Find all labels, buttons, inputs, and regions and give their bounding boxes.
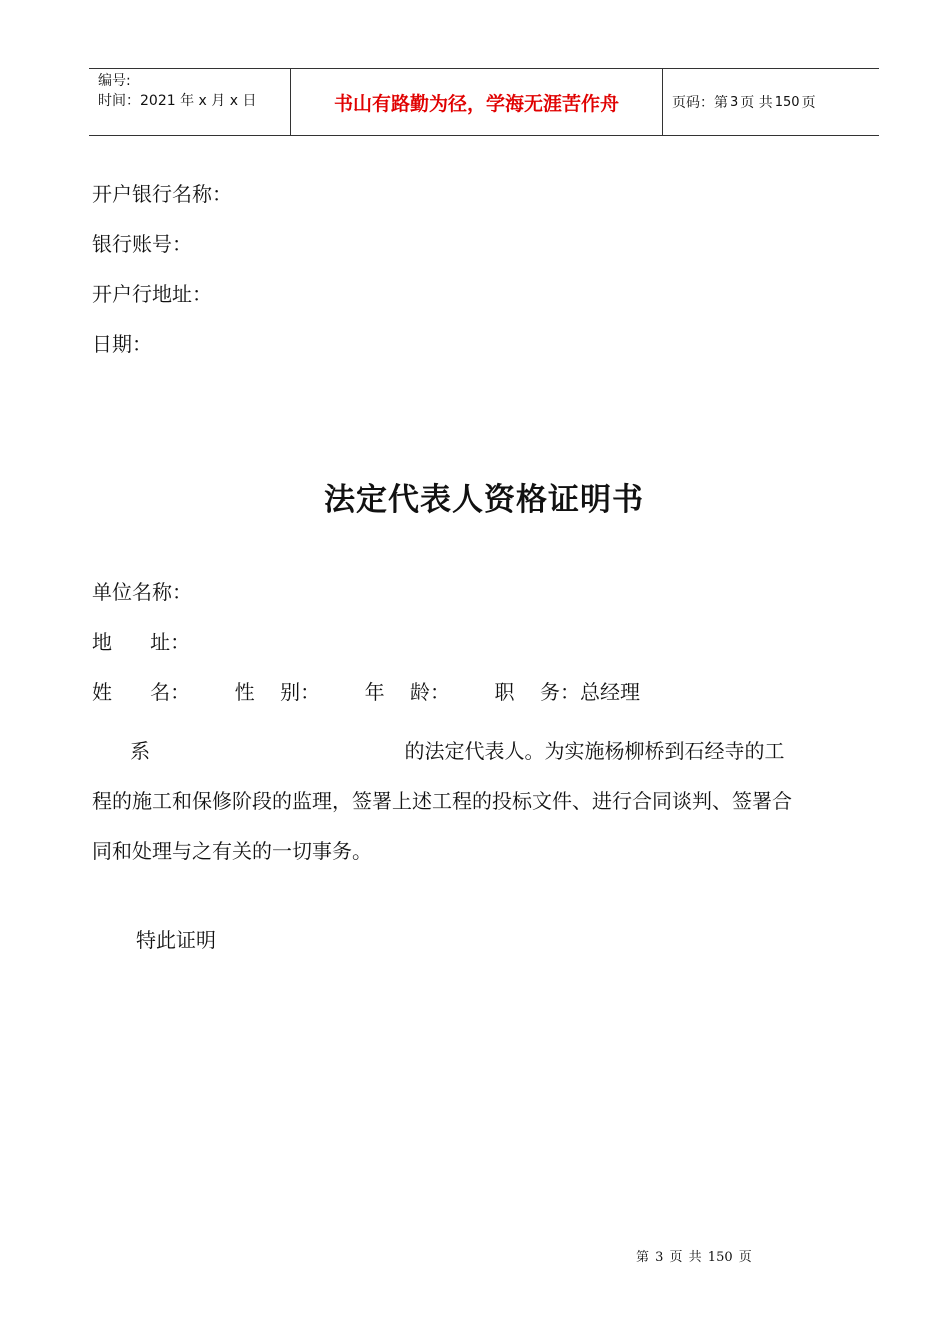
paragraph-line-1: 系 的法定代表人。为实施杨柳桥到石经寺的工: [92, 739, 785, 763]
bank-name-field: 开户银行名称：: [92, 182, 232, 206]
page-prefix: 页码：第: [672, 95, 728, 111]
page-header: [89, 68, 879, 136]
bank-address-field: 开户行地址：: [92, 282, 212, 306]
paragraph-line-3: 同和处理与之有关的一切事务。: [92, 839, 372, 863]
document-title: 法定代表人资格证明书: [324, 482, 644, 518]
time-label: 时间：2021 年 x 月 x 日: [98, 93, 257, 109]
page-total: 150: [774, 94, 800, 110]
bank-account-field: 银行账号：: [92, 232, 192, 256]
page-suffix: 页: [801, 95, 816, 111]
header-meta: [89, 69, 291, 135]
page-footer: 第 3 页 共 150 页: [636, 1250, 752, 1265]
closing-statement: 特此证明: [136, 928, 216, 952]
unit-name-field: 单位名称：: [92, 580, 192, 604]
number-label: 编号:: [98, 73, 131, 89]
page-mid: 页 共: [740, 95, 773, 111]
paragraph-line-2: 程的施工和保修阶段的监理，签署上述工程的投标文件、进行合同谈判、签署合: [92, 789, 792, 813]
body-paragraph: [92, 726, 878, 876]
page-number: 3: [730, 94, 739, 110]
header-page-info: [663, 69, 879, 135]
unit-address-field: 地 址：: [92, 630, 191, 654]
person-info-row: 姓 名： 性 别： 年 龄： 职 务：总经理: [92, 680, 640, 704]
header-motto: 书山有路勤为径，学海无涯苦作舟: [291, 69, 663, 135]
date-field: 日期：: [92, 332, 152, 356]
